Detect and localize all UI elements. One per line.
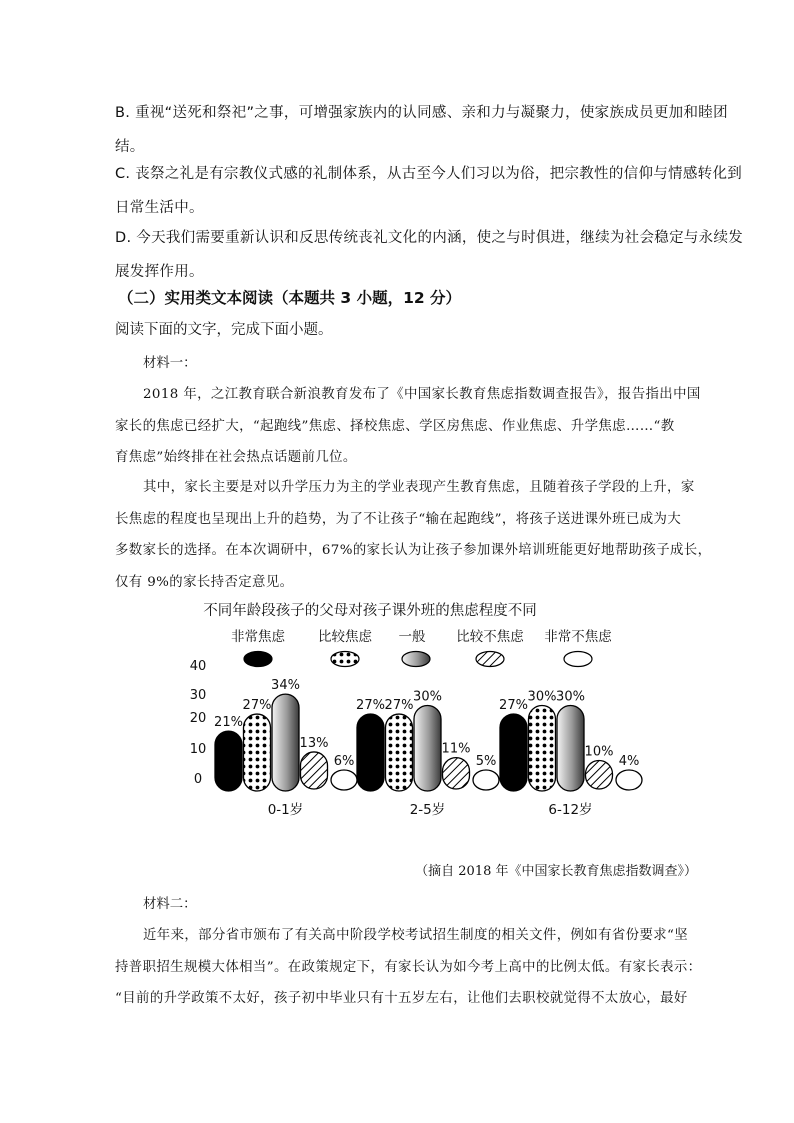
data-label: 21% <box>214 715 243 731</box>
legend-swatch-4 <box>476 652 504 667</box>
data-label: 10% <box>584 744 614 760</box>
bar-6-12--series-1 <box>500 714 527 791</box>
data-label: 34% <box>271 678 300 694</box>
bar-0-1--series-2 <box>244 714 271 791</box>
x-category-label: 2-5岁 <box>409 802 446 818</box>
bar-2-5--series-4 <box>443 758 470 789</box>
legend-label-1: 非常焦虑 <box>231 629 285 645</box>
bar-0-1--series-4 <box>301 752 328 789</box>
data-label: 27% <box>499 698 528 714</box>
material-2-paragraph-1 <box>115 920 700 1015</box>
data-label: 30% <box>556 689 585 705</box>
option-d-line-2: 展发挥作用。 <box>115 264 204 280</box>
paragraph-line: 长焦虑的程度也呈现出上升的趋势，为了不让孩子“输在起跑线”，将孩子送进课外班已成为大 <box>115 511 682 527</box>
option-d <box>115 221 744 289</box>
paragraph-line: 近年来，部分省市颁布了有关高中阶段学校考试招生制度的相关文件，例如有省份要求“坚 <box>143 928 689 943</box>
paragraph-line: 育焦虑”始终排在社会热点话题前几位。 <box>115 450 357 465</box>
data-label: 4% <box>618 754 640 769</box>
chart-source: （摘自 2018 年《中国家长教育焦虑指数调查》） <box>415 864 697 879</box>
y-tick-label: 40 <box>189 659 207 674</box>
option-b <box>115 96 728 164</box>
data-label: 27% <box>384 698 414 714</box>
data-label: 6% <box>333 754 355 769</box>
paragraph-line: “目前的升学政策不太好，孩子初中毕业只有十五岁左右，让他们去职校就觉得不太放心，最好 <box>115 991 688 1006</box>
data-label: 13% <box>299 735 329 751</box>
paragraph-line: 其中，家长主要是对以升学压力为主的学业表现产生教育焦虑，且随着孩子学段的上升，家 <box>143 480 695 495</box>
material-1-paragraph-2 <box>115 472 712 598</box>
option-b-line-1: B. 重视“送死和祭祀”之事，可增强家族内的认同感、亲和力与凝聚力，使家族成员更加和睦团 <box>115 105 728 121</box>
bar-2-5--series-2 <box>386 714 413 791</box>
material-1-label: 材料一： <box>143 356 197 371</box>
x-category-label: 0-1岁 <box>267 802 304 818</box>
option-b-line-2: 结。 <box>115 139 145 155</box>
bar-2-5--series-1 <box>357 714 384 791</box>
legend-swatch-2 <box>331 652 359 667</box>
section-title: （二）实用类文本阅读（本题共 3 小题，12 分） <box>118 289 462 307</box>
bar-6-12--series-3 <box>557 706 584 792</box>
data-label: 27% <box>356 698 385 714</box>
paragraph-line: 持普职招生规模大体相当”。在政策规定下，有家长认为如今考上高中的比例太低。有家长表示： <box>115 959 702 975</box>
y-tick-label: 30 <box>189 688 207 703</box>
legend-swatch-5 <box>564 652 592 667</box>
data-label: 5% <box>475 754 497 769</box>
legend-label-3: 一般 <box>398 629 426 645</box>
material-2-label: 材料二： <box>143 897 197 912</box>
anxiety-chart <box>170 595 650 830</box>
data-label: 30% <box>413 689 442 705</box>
legend-swatch-3 <box>402 652 430 667</box>
x-category-label: 6-12岁 <box>548 802 593 818</box>
paragraph-line: 仅有 9%的家长持否定意见。 <box>115 574 294 590</box>
y-tick-label: 20 <box>189 711 207 726</box>
y-tick-label: 10 <box>189 742 207 757</box>
bar-2-5--series-3 <box>414 706 441 792</box>
section-instruction: 阅读下面的文字，完成下面小题。 <box>115 322 333 338</box>
option-c-line-2: 日常生活中。 <box>115 200 204 216</box>
paragraph-line: 2018 年，之江教育联合新浪教育发布了《中国家长教育焦虑指数调查报告》，报告指出中国 <box>143 387 701 402</box>
bar-0-1--series-1 <box>215 731 242 791</box>
data-label: 27% <box>242 698 272 714</box>
legend-label-2: 比较焦虑 <box>318 629 372 645</box>
legend-label-5: 非常不焦虑 <box>544 629 612 645</box>
bar-0-1--series-5 <box>331 770 357 790</box>
material-1-paragraph-1 <box>115 379 700 474</box>
bar-6-12--series-2 <box>529 706 556 792</box>
bar-2-5--series-5 <box>473 770 499 790</box>
chart-title: 不同年龄段孩子的父母对孩子课外班的焦虑程度不同 <box>203 603 537 619</box>
paragraph-line: 家长的焦虑已经扩大，“起跑线”焦虑、择校焦虑、学区房焦虑、作业焦虑、升学焦虑……“教 <box>115 418 675 434</box>
option-c-line-1: C. 丧祭之礼是有宗教仪式感的礼制体系，从古至今人们习以为俗，把宗教性的信仰与情感转化到 <box>115 166 743 182</box>
y-tick-label: 0 <box>193 772 203 787</box>
option-c <box>115 157 743 225</box>
data-label: 30% <box>527 689 557 705</box>
legend-swatch-1 <box>244 652 272 667</box>
option-d-line-1: D. 今天我们需要重新认识和反思传统丧礼文化的内涵，使之与时俱进，继续为社会稳定与永续发 <box>115 230 744 246</box>
legend-label-4: 比较不焦虑 <box>456 629 524 645</box>
paragraph-line: 多数家长的选择。在本次调研中，67%的家长认为让孩子参加课外培训班能更好地帮助孩子成长， <box>115 543 712 558</box>
bar-0-1--series-3 <box>272 694 299 791</box>
data-label: 11% <box>441 741 471 757</box>
bar-6-12--series-4 <box>586 761 613 790</box>
bar-6-12--series-5 <box>616 770 642 790</box>
